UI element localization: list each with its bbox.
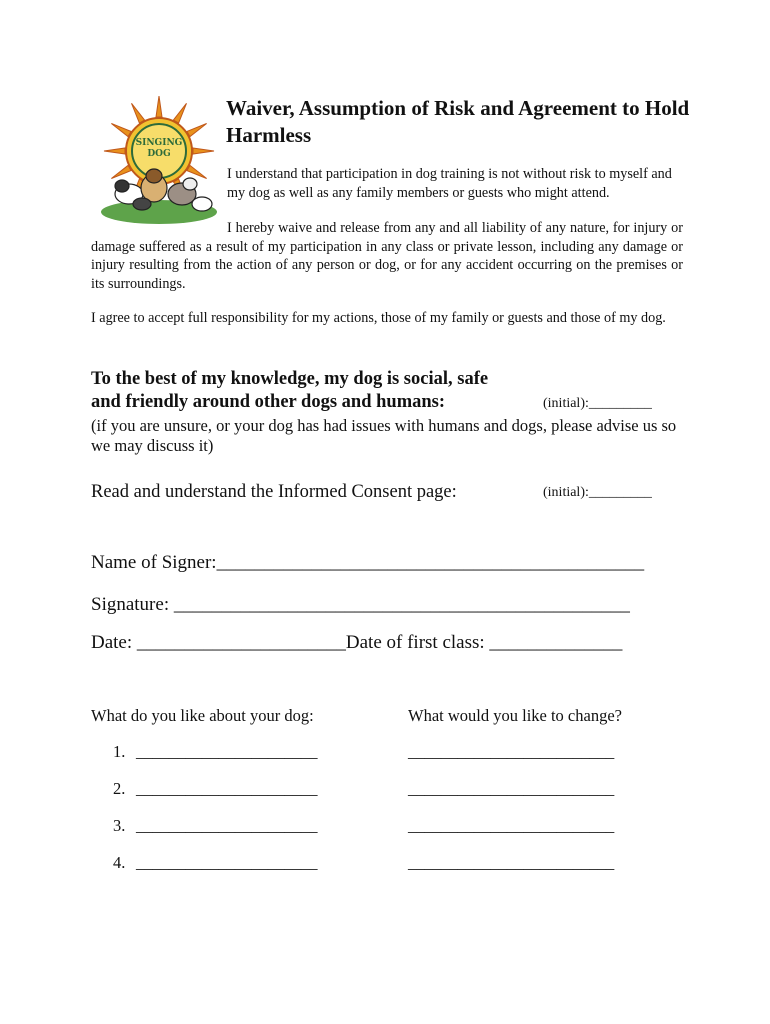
knowledge-statement	[91, 368, 541, 414]
risk-paragraph: I understand that participation in dog training is not without risk to myself and my dog as well as any family members or guests who might attend.	[227, 166, 672, 201]
waiver-paragraph: I hereby waive and release from any and all liability of any nature, for injury or damage suffered as a result of my participation in any class or private lesson, including any damage or injury resulting from the action of any person or dog, or for any accident occurring on the premises or its surroundings.	[91, 220, 683, 292]
svg-text:SINGING: SINGING	[135, 138, 183, 148]
answer-number: 2.	[113, 779, 126, 798]
signer-name-field[interactable]: Name of Signer:_____________________________________________	[91, 552, 645, 573]
change-answer-field[interactable]: _________________________	[408, 816, 615, 835]
like-answer-field[interactable]: ______________________	[136, 853, 318, 872]
change-answer-field[interactable]: _________________________	[408, 853, 615, 872]
responsibility-paragraph: I agree to accept full responsibility for my actions, those of my family or guests and those of my dog.	[91, 310, 666, 326]
answer-number: 4.	[113, 853, 126, 872]
signature-field[interactable]: Signature: ________________________________________________	[91, 594, 630, 615]
like-question: What do you like about your dog:	[91, 706, 314, 725]
change-answer-field[interactable]: _________________________	[408, 779, 615, 798]
knowledge-line-2: and friendly around other dogs and humans:	[91, 392, 446, 412]
svg-text:DOG: DOG	[147, 149, 171, 159]
page-title: Waiver, Assumption of Risk and Agreement to Hold Harmless	[226, 96, 690, 147]
like-answer-field[interactable]: ______________________	[136, 742, 318, 761]
knowledge-note: (if you are unsure, or your dog has had issues with humans and dogs, please advise us so we may discuss it)	[91, 416, 677, 455]
answer-number: 3.	[113, 816, 126, 835]
change-answer-field[interactable]: _________________________	[408, 742, 615, 761]
consent-initial-field[interactable]: (initial):_________	[543, 485, 652, 500]
knowledge-initial-field[interactable]: (initial):_________	[543, 396, 652, 411]
change-question: What would you like to change?	[408, 706, 622, 725]
date-fields[interactable]: Date: ______________________Date of first class: ______________	[91, 632, 623, 653]
logo-image	[94, 96, 224, 228]
consent-label: Read and understand the Informed Consent page:	[91, 482, 457, 502]
like-answer-field[interactable]: ______________________	[136, 816, 318, 835]
like-answer-field[interactable]: ______________________	[136, 779, 318, 798]
knowledge-line-1: To the best of my knowledge, my dog is social, safe	[91, 369, 489, 389]
answer-number: 1.	[113, 742, 126, 761]
